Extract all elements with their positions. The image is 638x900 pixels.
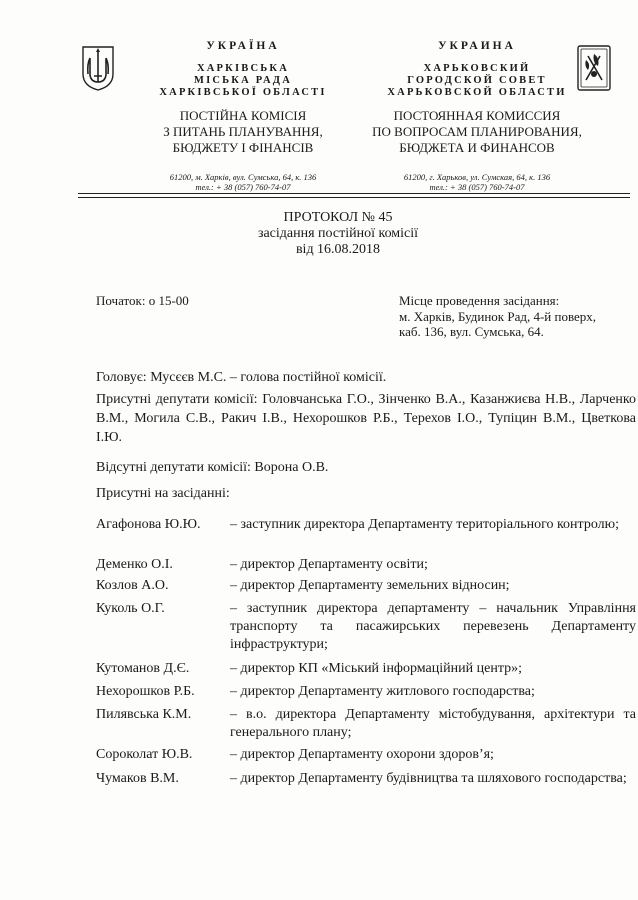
committee-name: ПОСТІЙНА КОМІСІЯ З ПИТАНЬ ПЛАНУВАННЯ, БЮДЖЕТУ І ФІНАНСІВ bbox=[163, 108, 323, 155]
address: 61200, г. Харьков, ул. Сумская, 64, к. 136 тел.: + 38 (057) 760-74-07 bbox=[403, 172, 551, 192]
header-divider bbox=[78, 193, 630, 194]
absent-members-paragraph: Відсутні депутати комісії: Ворона О.В. bbox=[96, 460, 329, 475]
attendee-role: – заступник директора департаменту – начальник Управління транспорту та пасажирських перевезень Департаменту інфраструктури; bbox=[230, 601, 636, 652]
attendee-name: Нехорошков Р.Б. bbox=[96, 684, 195, 699]
attendee-name: Куколь О.Г. bbox=[96, 601, 165, 616]
attendee-role: – в.о. директора Департаменту містобудування, архітектури та генерального плану; bbox=[230, 707, 636, 740]
header-russian bbox=[362, 40, 592, 192]
country-name: УКРАЇНА bbox=[206, 40, 280, 52]
attendees-heading: Присутні на засіданні: bbox=[96, 486, 230, 501]
meeting-start: Початок: о 15-00 bbox=[96, 293, 189, 308]
chair-paragraph: Головує: Мусєєв М.С. – голова постійної комісії. bbox=[96, 370, 387, 385]
attendee-name: Пилявська К.М. bbox=[96, 707, 192, 722]
attendee-role: – директор КП «Міський інформаційний центр»; bbox=[230, 661, 522, 676]
attendee-role: – директор Департаменту житлового господарства; bbox=[230, 684, 535, 699]
attendee-name: Чумаков В.М. bbox=[96, 771, 179, 786]
council-name: ХАРЬКОВСКИЙ ГОРОДСКОЙ СОВЕТ ХАРЬКОВСКОЙ ОБЛАСТИ bbox=[387, 63, 567, 98]
committee-name: ПОСТОЯННАЯ КОМИССИЯ ПО ВОПРОСАМ ПЛАНИРОВАНИЯ, БЮДЖЕТА И ФИНАНСОВ bbox=[372, 108, 582, 155]
ukraine-trident-icon bbox=[80, 44, 116, 92]
attendee-name: Козлов А.О. bbox=[96, 578, 169, 593]
attendee-name: Сороколат Ю.В. bbox=[96, 747, 193, 762]
address: 61200, м. Харків, вул. Сумська, 64, к. 136 тел.: + 38 (057) 760-74-07 bbox=[169, 172, 317, 192]
document-title: ПРОТОКОЛ № 45 засідання постійної комісії від 16.08.2018 bbox=[257, 210, 419, 257]
header-divider-thin bbox=[78, 197, 630, 198]
attendee-role: – директор Департаменту будівництва та шляхового господарства; bbox=[230, 771, 627, 786]
header-ukrainian bbox=[128, 40, 358, 192]
attendee-role: – заступник директора Департаменту територіального контролю; bbox=[230, 517, 619, 532]
attendee-name: Деменко О.І. bbox=[96, 557, 173, 572]
country-name: УКРАИНА bbox=[438, 40, 516, 52]
attendee-role: – директор Департаменту земельних відносин; bbox=[230, 578, 510, 593]
council-name: ХАРКІВСЬКА МІСЬКА РАДА ХАРКІВСЬКОЇ ОБЛАСТІ bbox=[159, 63, 327, 98]
attendee-role: – директор Департаменту охорони здоров’я; bbox=[230, 747, 494, 762]
present-members-paragraph: Присутні депутати комісії: Головчанська Г.О., Зінченко В.А., Казанжиєва Н.В., Ларченко В.М., Могила С.В., Ракич І.В., Нехорошков Р.Б., Терехов І.О., Тупіцин В.М., Цветкова І.Ю. bbox=[96, 392, 636, 445]
attendee-name: Агафонова Ю.Ю. bbox=[96, 517, 201, 532]
meeting-place: Місце проведення засідання: м. Харків, Будинок Рад, 4-й поверх, каб. 136, вул. Сумська, 64. bbox=[399, 293, 597, 339]
attendee-role: – директор Департаменту освіти; bbox=[230, 557, 428, 572]
attendee-name: Кутоманов Д.Є. bbox=[96, 661, 190, 676]
